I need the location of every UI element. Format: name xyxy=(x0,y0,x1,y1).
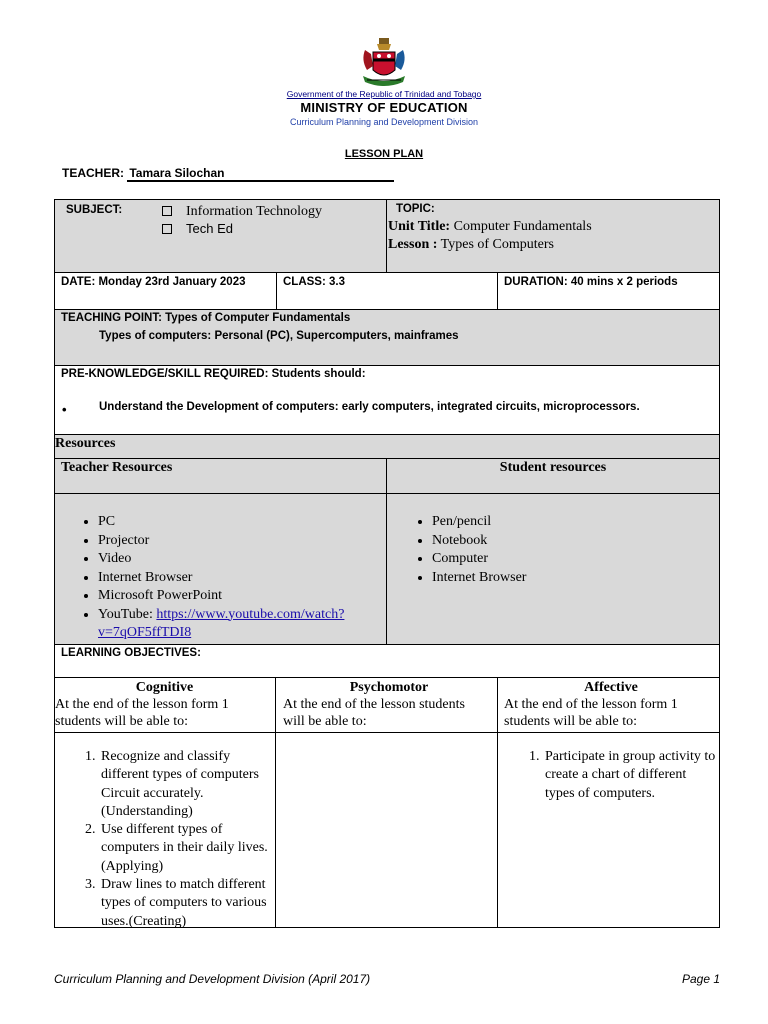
learning-objectives-title: LEARNING OBJECTIVES: xyxy=(61,647,201,659)
rule xyxy=(54,644,720,645)
list-item: 2. Use different types of computers in their daily lives. (Applying) xyxy=(99,821,274,876)
ministry-title: MINISTRY OF EDUCATION xyxy=(300,100,468,115)
topic-cell xyxy=(388,202,716,270)
cognitive-objectives xyxy=(55,748,274,928)
cognitive-header: Cognitive At the end of the lesson form 1 students will be able to: xyxy=(55,679,274,730)
rule xyxy=(54,365,720,366)
list-item: 1. Recognize and classify different types of computers Circuit accurately. (Understanding) xyxy=(99,748,274,821)
teaching-point-title: TEACHING POINT: Types of Computer Fundamentals xyxy=(61,312,351,324)
cognitive-heading: Cognitive xyxy=(135,680,194,695)
checkbox-icon[interactable] xyxy=(162,206,172,216)
affective-heading: Affective xyxy=(584,680,638,695)
rule xyxy=(497,677,498,928)
rule xyxy=(54,732,720,733)
rule xyxy=(54,677,720,678)
rule xyxy=(54,493,720,494)
resources-title: Resources xyxy=(55,436,116,451)
list-item: • Microsoft PowerPoint xyxy=(98,587,384,606)
page-title: LESSON PLAN xyxy=(344,148,424,160)
date-field: DATE: Monday 23rd January 2023 xyxy=(61,276,246,288)
government-name: Government of the Republic of Trinidad and Tobago xyxy=(286,89,482,99)
page-number: Page 1 xyxy=(682,972,721,986)
list-item: 1. Participate in group activity to create a chart of different types of computers. xyxy=(543,748,718,803)
teacher-line xyxy=(62,166,394,182)
psychomotor-heading: Psychomotor xyxy=(349,680,429,695)
teacher-label: TEACHER: xyxy=(62,166,124,180)
bullet-icon: • xyxy=(62,402,67,417)
teacher-resources-heading: Teacher Resources xyxy=(61,460,173,475)
youtube-link-continued[interactable]: v=7qOF5ffTDI8 xyxy=(98,625,192,640)
list-item: • Notebook xyxy=(432,532,716,551)
footer-division: Curriculum Planning and Development Division (April 2017) xyxy=(54,972,371,986)
division-name: Curriculum Planning and Development Division xyxy=(289,117,479,127)
prior-knowledge-title: PRE-KNOWLEDGE/SKILL REQUIRED: Students should: xyxy=(61,368,366,380)
youtube-link[interactable]: https://www.youtube.com/watch? xyxy=(156,606,345,622)
list-item: • PC xyxy=(98,513,384,532)
subject-option-tech-ed[interactable]: Tech Ed xyxy=(162,220,233,237)
checkbox-icon[interactable] xyxy=(162,224,172,234)
teacher-name: Tamara Silochan xyxy=(127,166,394,182)
prior-knowledge-item: Understand the Development of computers: early computers, integrated circuits, microprocessors. xyxy=(99,401,640,413)
rule xyxy=(54,458,720,459)
list-item: • Projector xyxy=(98,532,384,551)
rule xyxy=(497,272,498,310)
lesson-title: Lesson : Types of Computers xyxy=(388,237,554,252)
list-item: • Pen/pencil xyxy=(432,513,716,532)
list-item: • Internet Browser xyxy=(98,569,384,588)
rule xyxy=(386,458,387,645)
subject-option-it[interactable]: Information Technology xyxy=(162,203,322,220)
teaching-point-detail: Types of computers: Personal (PC), Supercomputers, mainframes xyxy=(99,330,459,342)
affective-header: Affective At the end of the lesson form 1 students will be able to: xyxy=(504,679,718,730)
subject-cell xyxy=(66,202,384,270)
list-item: • Internet Browser xyxy=(432,569,716,588)
rule xyxy=(386,199,387,273)
student-resources-heading: Student resources xyxy=(499,460,607,475)
unit-title: Unit Title: Computer Fundamentals xyxy=(388,219,592,234)
rule xyxy=(54,272,720,273)
coat-of-arms-icon xyxy=(355,36,413,92)
subject-label: SUBJECT: xyxy=(66,204,123,216)
topic-label: TOPIC: xyxy=(396,203,435,215)
rule xyxy=(54,309,720,310)
rule xyxy=(275,677,276,928)
list-item: • Video xyxy=(98,550,384,569)
rule xyxy=(54,434,720,435)
list-item: • YouTube: https://www.youtube.com/watch? v=7qOF5ffTDI8 xyxy=(98,606,384,643)
rule xyxy=(276,272,277,310)
affective-objectives xyxy=(499,748,718,868)
class-field: CLASS: 3.3 xyxy=(283,276,345,288)
duration-field: DURATION: 40 mins x 2 periods xyxy=(504,276,678,288)
psychomotor-header: Psychomotor At the end of the lesson students will be able to: xyxy=(283,679,495,730)
student-resources-list xyxy=(390,513,716,633)
teacher-resources-list xyxy=(56,513,384,644)
list-item: • Computer xyxy=(432,550,716,569)
list-item: 3. Draw lines to match different types of computers to various uses.(Creating) xyxy=(99,876,274,928)
